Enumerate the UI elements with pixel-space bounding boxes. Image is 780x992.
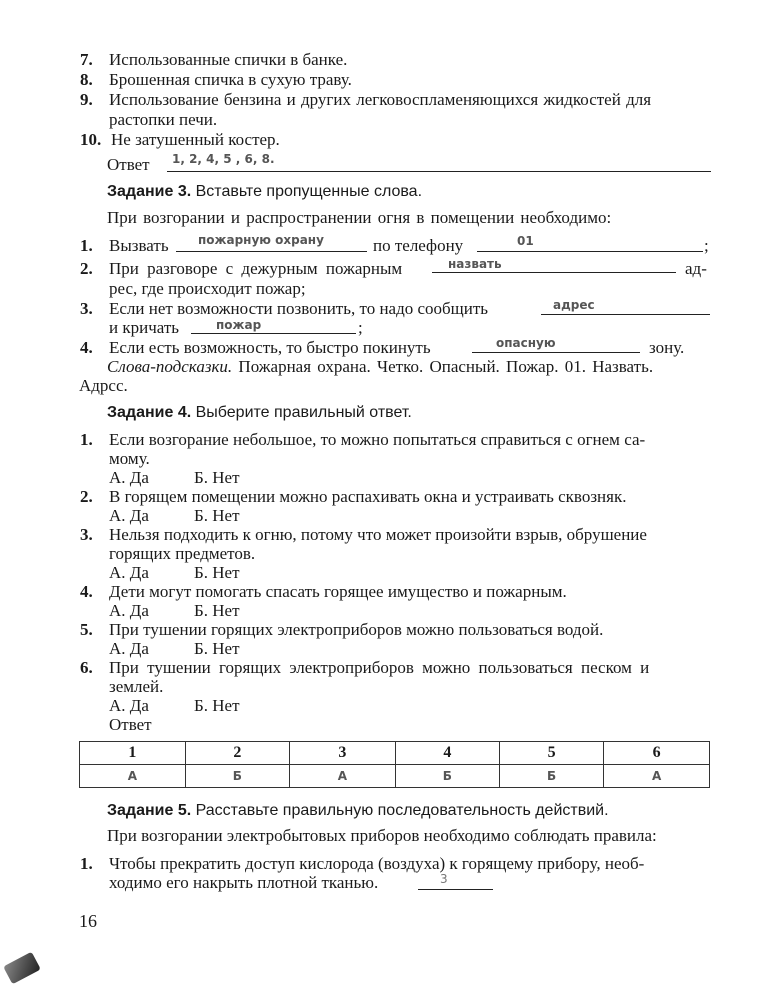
blank-answer[interactable]: 01 <box>517 234 534 248</box>
task-heading <box>107 404 412 422</box>
answer-line <box>167 171 711 172</box>
blank-line <box>472 352 640 353</box>
option-b[interactable]: Б. Нет <box>194 506 240 525</box>
item-number: 9. <box>80 90 93 109</box>
item-number: 7. <box>80 50 93 69</box>
task-instruction: Вставьте пропущенные слова. <box>195 183 423 200</box>
item-text: Если нет возможности позвонить, то надо сообщить <box>109 299 489 318</box>
answer-table-header <box>80 742 710 765</box>
header-cell: 4 <box>395 742 499 765</box>
question-text-continued: землей. <box>109 677 164 696</box>
question-number: 3. <box>80 525 93 544</box>
question-text: Нельзя подходить к огню, потому что может произойти взрыв, обрушение <box>109 525 647 544</box>
option-a[interactable]: А. Да <box>109 563 149 582</box>
option-b[interactable]: Б. Нет <box>194 639 240 658</box>
question-text-continued: горящих предметов. <box>109 544 256 563</box>
hints-text: Пожарная охрана. Четко. Опасный. Пожар. 01. Назвать. <box>238 357 654 376</box>
blank-line <box>432 272 676 273</box>
item-text-continued: ходимо его накрыть плотной тканью. <box>109 873 379 892</box>
blank-answer[interactable]: пожар <box>216 318 262 332</box>
option-a[interactable]: А. Да <box>109 506 149 525</box>
answer-label: Ответ <box>107 155 150 174</box>
option-b[interactable]: Б. Нет <box>194 601 240 620</box>
blank-answer[interactable]: адрес <box>553 298 595 312</box>
item-number: 10. <box>80 130 102 149</box>
item-text: по телефону <box>373 236 464 255</box>
blank-line <box>191 333 356 334</box>
option-a[interactable]: А. Да <box>109 601 149 620</box>
question-text: Дети могут помогать спасать горящее имущество и пожарным. <box>109 582 567 601</box>
list-item <box>80 130 280 150</box>
answer-cell[interactable]: Б <box>185 765 289 788</box>
item-text-continued: рес, где происходит пожар; <box>109 279 306 298</box>
option-b[interactable]: Б. Нет <box>194 563 240 582</box>
item-text: Брошенная спичка в сухую траву. <box>109 70 352 89</box>
option-b[interactable]: Б. Нет <box>194 696 240 715</box>
item-number: 4. <box>80 338 93 357</box>
blank-line <box>541 314 710 315</box>
header-cell: 5 <box>499 742 603 765</box>
question-number: 4. <box>80 582 93 601</box>
item-text: зону. <box>649 338 685 357</box>
item-number: 3. <box>80 299 93 318</box>
header-cell: 6 <box>604 742 710 765</box>
hints-label: Слова-подсказки. <box>107 357 233 376</box>
task-title: Задание 3. <box>107 183 192 200</box>
blank-answer[interactable]: назвать <box>448 257 502 271</box>
blank-answer[interactable]: опасную <box>496 336 556 350</box>
item-text: ; <box>704 236 709 255</box>
page-number: 16 <box>79 911 97 931</box>
item-text: ; <box>358 318 363 337</box>
item-text: ад- <box>685 259 707 278</box>
item-number: 1. <box>80 236 93 255</box>
answer-cell[interactable]: А <box>80 765 186 788</box>
answer-cell[interactable]: Б <box>395 765 499 788</box>
item-text: Использование бензина и других легковоспламеняющихся жидкостей для <box>109 90 652 109</box>
header-cell: 1 <box>80 742 186 765</box>
task-instruction: Расставьте правильную последовательность действий. <box>195 802 609 819</box>
task-heading <box>107 802 609 820</box>
question-number: 2. <box>80 487 93 506</box>
option-a[interactable]: А. Да <box>109 696 149 715</box>
answer-table-row <box>80 765 710 788</box>
item-text: Вызвать <box>109 236 169 255</box>
blank-answer[interactable]: пожарную охрану <box>198 233 324 247</box>
item-text: Чтобы прекратить доступ кислорода (воздуха) к горящему прибору, необ- <box>109 854 645 873</box>
list-item <box>80 90 652 110</box>
question-text: В горящем помещении можно распахивать окна и устраивать сквозняк. <box>109 487 627 506</box>
list-item <box>80 50 348 70</box>
option-a[interactable]: А. Да <box>109 639 149 658</box>
answer-value[interactable]: 1, 2, 4, 5 , 6, 8. <box>172 152 275 166</box>
task-title: Задание 4. <box>107 404 192 421</box>
item-text: Если есть возможность, то быстро покинуть <box>109 338 431 357</box>
list-item <box>80 70 352 90</box>
item-text: Использованные спички в банке. <box>109 50 348 69</box>
blank-line <box>418 889 493 890</box>
task-instruction: Выберите правильный ответ. <box>195 404 412 421</box>
header-cell: 3 <box>289 742 395 765</box>
question-text-continued: мому. <box>109 449 150 468</box>
header-cell: 2 <box>185 742 289 765</box>
question-number: 6. <box>80 658 93 677</box>
item-text: и кричать <box>109 318 180 337</box>
answer-cell[interactable]: А <box>604 765 710 788</box>
question-text: Если возгорание небольшое, то можно попытаться справиться с огнем са- <box>109 430 646 449</box>
blank-line <box>176 251 367 252</box>
task-title: Задание 5. <box>107 802 192 819</box>
option-b[interactable]: Б. Нет <box>194 468 240 487</box>
item-number: 8. <box>80 70 93 89</box>
item-number: 1. <box>80 854 93 873</box>
task-intro: При возгорании и распространении огня в помещении необходимо: <box>107 208 612 227</box>
answer-label: Ответ <box>109 715 152 734</box>
answer-cell[interactable]: Б <box>499 765 603 788</box>
item-text-continued: растопки печи. <box>109 110 218 129</box>
blank-line <box>477 251 703 252</box>
answer-table <box>79 741 710 788</box>
option-a[interactable]: А. Да <box>109 468 149 487</box>
task-heading <box>107 183 422 201</box>
question-number: 5. <box>80 620 93 639</box>
answer-cell[interactable]: А <box>289 765 395 788</box>
task-intro: При возгорании электробытовых приборов необходимо соблюдать правила: <box>107 826 657 845</box>
question-text: При тушении горящих электроприборов можно пользоваться песком и <box>109 658 650 677</box>
hints-text-continued: Адрсс. <box>79 376 128 395</box>
item-number: 2. <box>80 259 93 278</box>
item-text: При разговоре с дежурным пожарным <box>109 259 403 278</box>
publisher-logo-icon <box>3 952 41 985</box>
question-number: 1. <box>80 430 93 449</box>
question-text: При тушении горящих электроприборов можно пользоваться водой. <box>109 620 604 639</box>
blank-answer[interactable]: 3 <box>440 872 448 886</box>
item-text: Не затушенный костер. <box>111 130 280 149</box>
hints <box>107 357 653 377</box>
